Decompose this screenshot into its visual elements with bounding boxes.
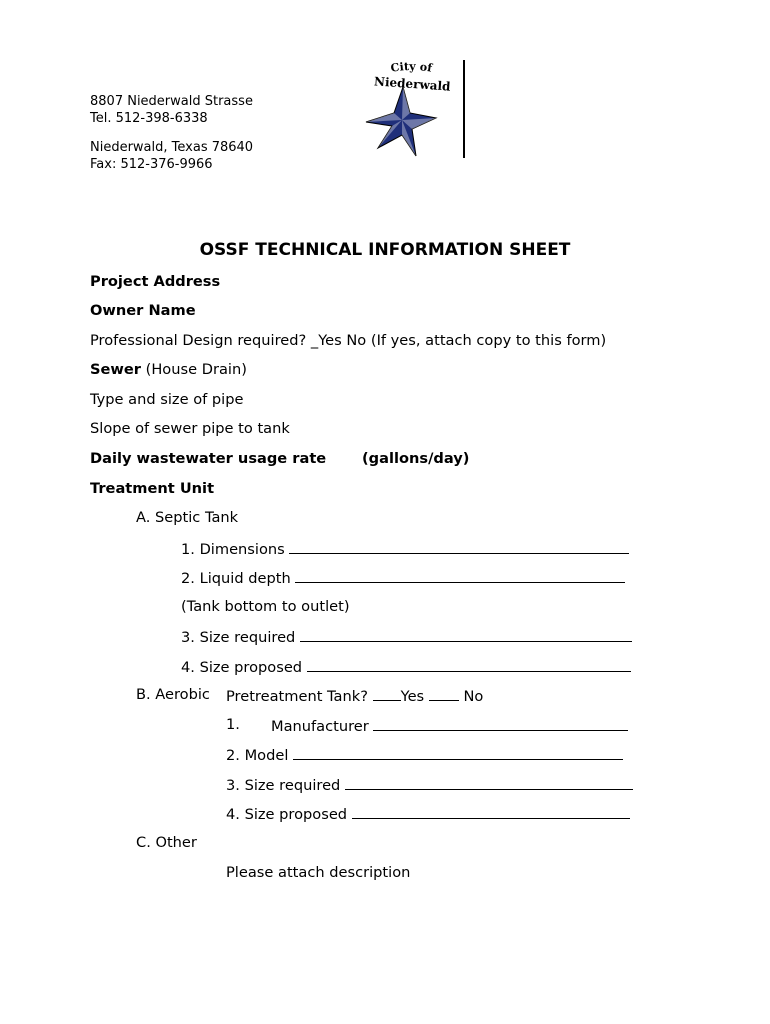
owner-name-label: Owner Name [90, 302, 196, 319]
aerobic-item1-number: 1. [226, 716, 240, 733]
fax: Fax: 512-376-9966 [90, 157, 213, 172]
other-heading: C. Other [136, 834, 197, 851]
aerobic-size-required-row [226, 775, 633, 794]
treatment-unit-heading: Treatment Unit [90, 480, 215, 497]
slope-label: Slope of sewer pipe to tank [90, 420, 290, 437]
sewer-note: (House Drain) [141, 361, 247, 378]
manufacturer-label: Manufacturer [271, 718, 369, 735]
manufacturer-field[interactable] [373, 716, 628, 731]
manufacturer-row [271, 716, 628, 735]
usage-unit: (gallons/day) [362, 450, 470, 467]
project-address-label: Project Address [90, 273, 221, 290]
septic-size-proposed-field[interactable] [307, 657, 631, 672]
aerobic-size-proposed-label: 4. Size proposed [226, 806, 348, 823]
logo-divider [463, 60, 465, 158]
address-line2: Niederwald, Texas 78640 [90, 140, 254, 155]
tank-note: (Tank bottom to outlet) [181, 598, 350, 615]
model-row [226, 745, 623, 764]
pretreatment-no-blank[interactable] [429, 686, 459, 701]
septic-dimensions-label: 1. Dimensions [181, 541, 285, 558]
pretreatment-yes-blank[interactable] [373, 686, 401, 701]
pretreatment-label: Pretreatment Tank? [226, 688, 368, 705]
aerobic-heading: B. Aerobic [136, 686, 210, 703]
city-logo [356, 58, 468, 162]
model-label: 2. Model [226, 747, 289, 764]
aerobic-size-required-label: 3. Size required [226, 777, 341, 794]
page-title: OSSF TECHNICAL INFORMATION SHEET [199, 240, 571, 260]
septic-dimensions-row [181, 539, 629, 558]
septic-size-required-row [181, 627, 632, 646]
sewer-label: Sewer [90, 361, 141, 378]
septic-liquid-depth-label: 2. Liquid depth [181, 570, 291, 587]
septic-size-proposed-row [181, 657, 631, 676]
address-line1: 8807 Niederwald Strasse [90, 94, 253, 109]
septic-liquid-depth-field[interactable] [295, 568, 625, 583]
aerobic-size-required-field[interactable] [345, 775, 633, 790]
other-note: Please attach description [226, 864, 411, 881]
sewer-label-row [90, 361, 247, 378]
septic-size-required-label: 3. Size required [181, 629, 296, 646]
septic-size-proposed-label: 4. Size proposed [181, 659, 303, 676]
aerobic-size-proposed-field[interactable] [352, 804, 630, 819]
usage-label: Daily wastewater usage rate [90, 450, 327, 467]
pipe-label: Type and size of pipe [90, 391, 244, 408]
telephone: Tel. 512-398-6338 [90, 111, 208, 126]
pretreatment-yes-label: Yes [400, 688, 425, 705]
pretreatment-no-label: No [463, 688, 484, 705]
logo-text-bottom: Niederwald [373, 74, 451, 94]
septic-dimensions-field[interactable] [289, 539, 629, 554]
professional-design-label: Professional Design required? _Yes No (If yes, attach copy to this form) [90, 332, 607, 349]
septic-size-required-field[interactable] [300, 627, 632, 642]
septic-heading: A. Septic Tank [136, 509, 239, 526]
model-field[interactable] [293, 745, 623, 760]
pretreatment-row [226, 686, 483, 705]
logo-text-top: City of [389, 59, 433, 75]
star-icon [366, 87, 436, 156]
septic-liquid-depth-row [181, 568, 625, 587]
aerobic-size-proposed-row [226, 804, 630, 823]
